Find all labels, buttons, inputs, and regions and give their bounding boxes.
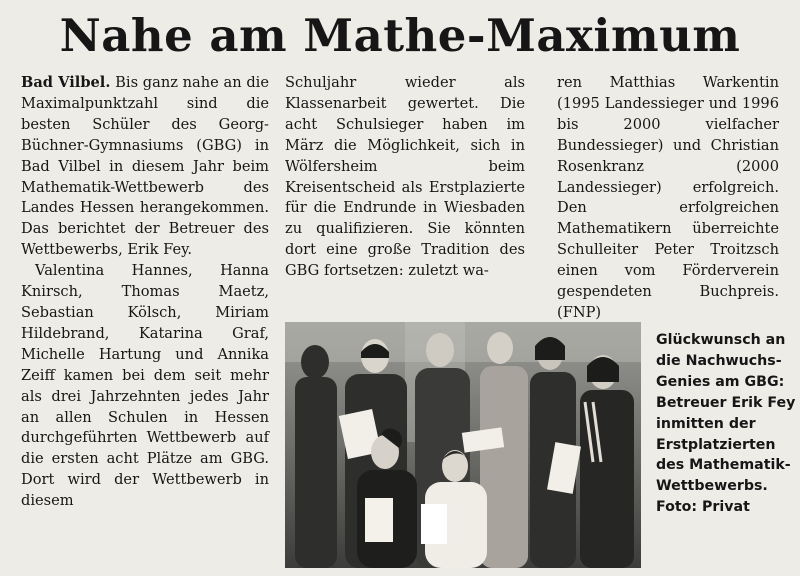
article-column-2 [285, 73, 525, 282]
photo-caption-text: Glückwunsch an die Nachwuchs-Genies am GBG: Betreuer Erik Fey inmitten der Erstplatzierten des Mathematik-Wettbewerbs. Foto: Privat [656, 332, 796, 516]
article-headline: Nahe am Mathe-Maximum [59, 9, 741, 62]
dateline: Bad Vilbel. [21, 74, 111, 91]
article-column-2-text: Schuljahr wieder als Klassenarbeit gewertet. Die acht Schulsieger haben im März die Möglichkeit, sich in Wölfersheim beim Kreisentscheid als Erstplazierte für die Endrunde in Wiesbaden zu qualifizieren. Sie könnten dort eine große Tradition des GBG fortsetzen: zuletzt wa- [285, 74, 525, 280]
article-column-1 [21, 73, 269, 512]
photo-caption [656, 330, 796, 518]
article-paragraph-2: Valentina Hannes, Hanna Knirsch, Thomas Maetz, Sebastian Kölsch, Miriam Hildebrand, Katarina Graf, Michelle Hartung und Annika Zeiff kamen bei dem seit mehr als drei Jahrzehnten jedes Jahr an allen Schulen in Hessen durchgeführten Wettbewerb auf die ersten acht Plätze am GBG. Dort wird der Wettbewerb in diesem [21, 262, 269, 510]
article-column-3-text: ren Matthias Warkentin (1995 Landessieger und 1996 bis 2000 vielfacher Bundessieger) und Christian Rosenkranz (2000 Landessieger) erfolgreich. Den erfolgreichen Mathematikern überreichte Schulleiter Peter Troitzsch einen vom Förderverein gespendeten Buchpreis. (FNP) [557, 74, 779, 321]
paragraph-1-text: Bis ganz nahe an die Maximalpunktzahl sind die besten Schüler des Georg-Büchner-Gymnasiums (GBG) in Bad Vilbel in diesem Jahr beim Mathematik-Wettbewerb des Landes Hessen herangekommen. Das berichtet der Betreuer des Wettbewerbs, Erik Fey. [21, 74, 269, 259]
article-column-3 [557, 73, 779, 324]
group-photo [285, 322, 641, 568]
article-paragraph-1 [21, 73, 269, 261]
